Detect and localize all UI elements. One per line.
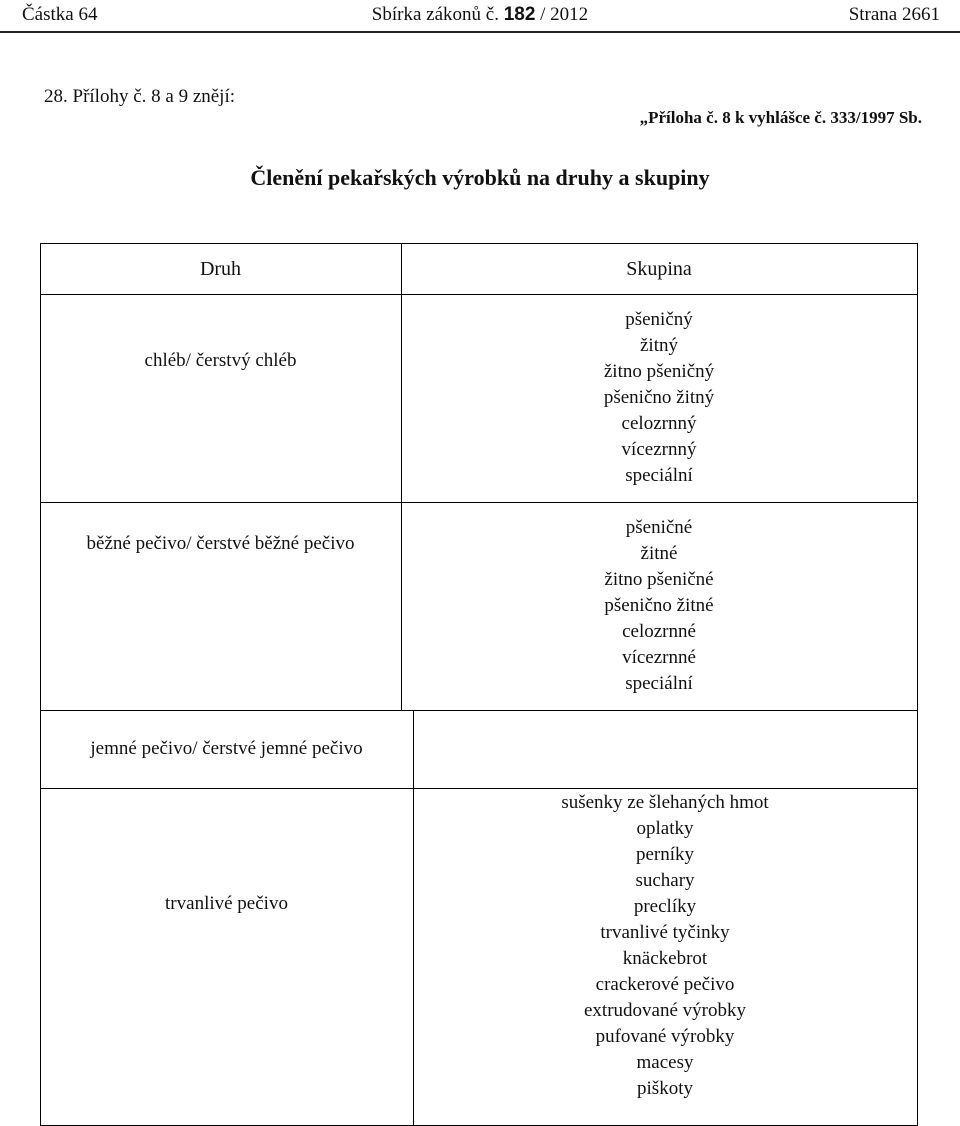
skupina-item: celozrnný — [621, 413, 697, 434]
column-header-druh: Druh — [199, 257, 242, 280]
skupina-item: trvanlivé tyčinky — [600, 922, 730, 943]
skupina-item: suchary — [635, 870, 695, 891]
skupina-item: sušenky ze šlehaných hmot — [561, 792, 769, 813]
skupina-item: perníky — [635, 844, 695, 865]
skupina-item: speciální — [625, 465, 693, 486]
skupina-item: pšeničné — [625, 517, 693, 538]
skupina-item: žitno pšeničný — [603, 361, 715, 382]
skupina-item: žitný — [640, 335, 678, 356]
skupina-item: extrudované výrobky — [584, 1000, 746, 1021]
row-skupiny-trvanlive-pecivo — [413, 788, 917, 1125]
skupina-item: žitné — [640, 543, 678, 564]
row-druh-bezne-pecivo: běžné pečivo/ čerstvé běžné pečivo — [86, 533, 355, 554]
skupina-item: oplatky — [636, 818, 694, 839]
skupina-item: crackerové pečivo — [595, 974, 735, 995]
page-header-issue: Částka 64 — [22, 4, 98, 25]
collection-prefix: Sbírka zákonů č. — [371, 4, 499, 25]
document-title: Členění pekařských výrobků na druhy a skupiny — [250, 165, 710, 190]
skupina-item: celozrnné — [622, 621, 696, 642]
column-header-skupina: Skupina — [626, 257, 692, 280]
skupina-item: pšenično žitný — [603, 387, 715, 408]
row-druh-jemne-pecivo: jemné pečivo/ čerstvé jemné pečivo — [90, 738, 363, 759]
row-skupiny-jemne-pecivo — [413, 710, 917, 788]
page-header-collection — [0, 4, 960, 26]
skupina-item: piškoty — [637, 1078, 693, 1099]
intro-text: 28. Přílohy č. 8 a 9 znějí: — [44, 86, 236, 107]
table-border-right — [917, 243, 918, 1126]
skupina-item: macesy — [636, 1052, 694, 1073]
skupina-item: vícezrnný — [621, 439, 697, 460]
skupina-item: vícezrnné — [622, 647, 696, 668]
skupina-item: pšenično žitné — [604, 595, 714, 616]
collection-number: 182 — [503, 4, 536, 25]
row-skupiny-bezne-pecivo — [401, 502, 917, 710]
row-druh-chleb: chléb/ čerstvý chléb — [144, 350, 297, 371]
skupina-item: knäckebrot — [622, 948, 708, 969]
page-header-page-number: Strana 2661 — [848, 4, 940, 25]
skupina-item: pšeničný — [625, 309, 693, 330]
header-rule — [0, 31, 960, 33]
row-skupiny-chleb — [401, 294, 917, 502]
skupina-item: preclíky — [633, 896, 697, 917]
collection-year: / 2012 — [540, 4, 589, 25]
skupina-item: žitno pšeničné — [604, 569, 714, 590]
skupina-item: speciální — [625, 673, 693, 694]
classification-table — [40, 243, 918, 1126]
skupina-item: pufované výrobky — [595, 1026, 735, 1047]
row-druh-trvanlive-pecivo: trvanlivé pečivo — [165, 893, 288, 914]
annex-reference: „Příloha č. 8 k vyhlášce č. 333/1997 Sb. — [639, 108, 922, 127]
